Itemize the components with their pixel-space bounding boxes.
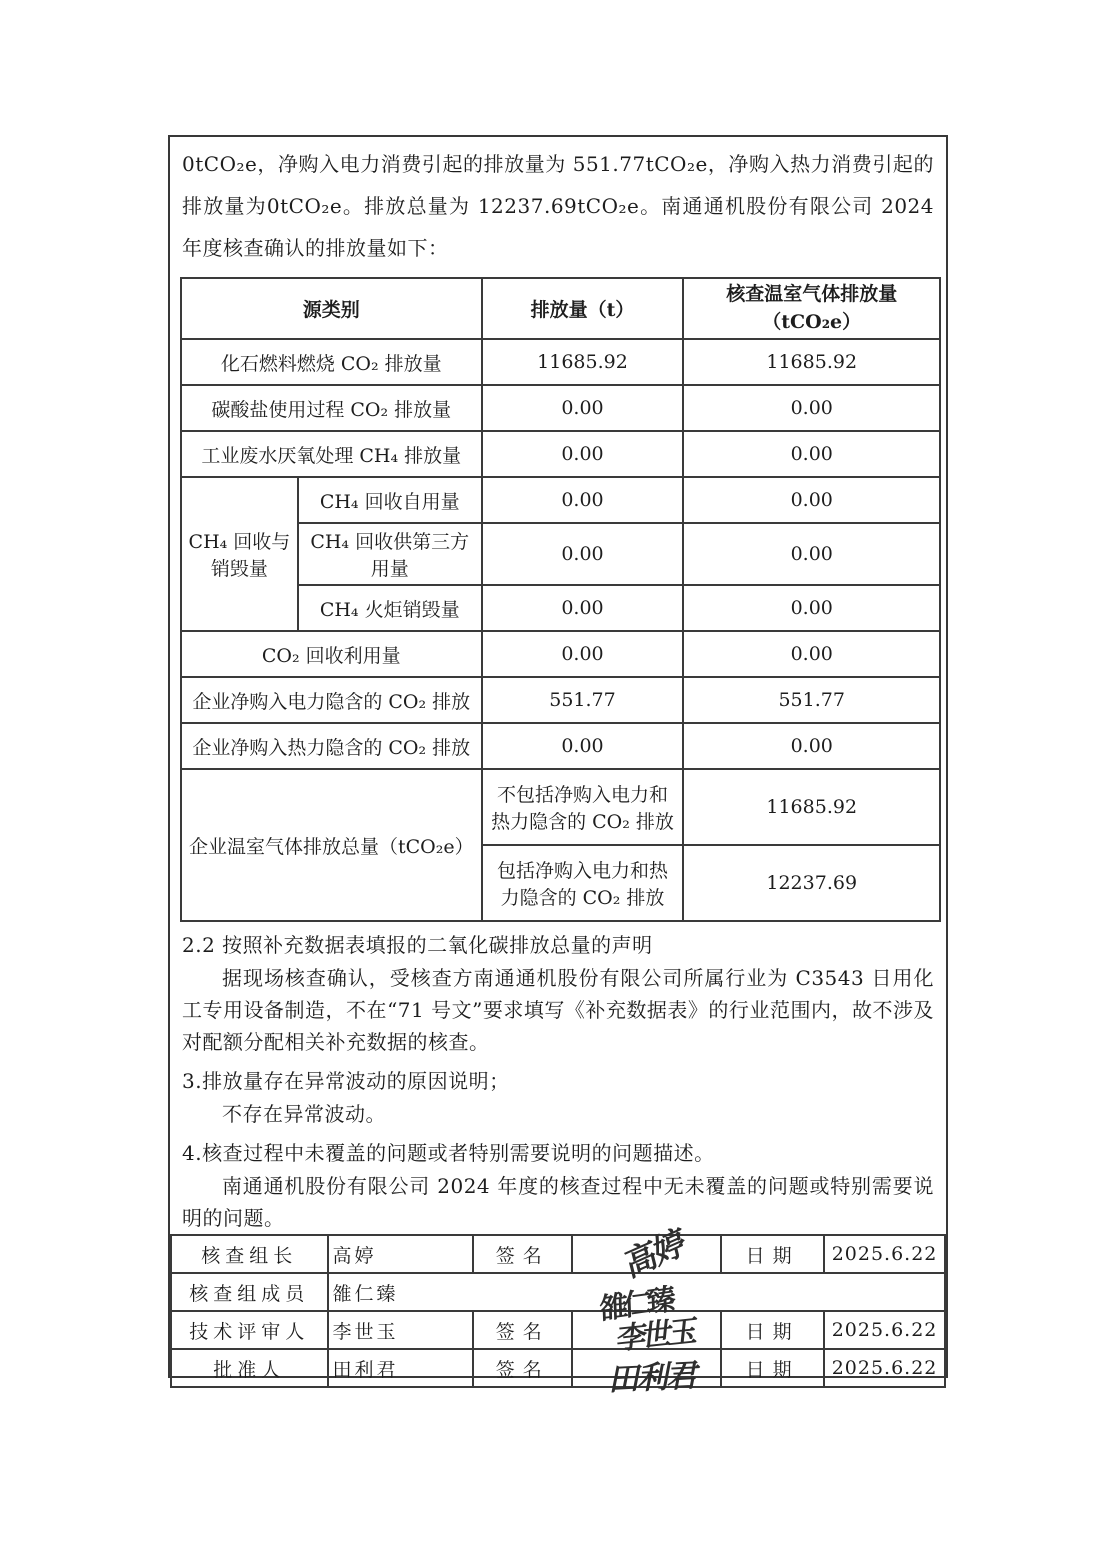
table-header-row xyxy=(181,278,940,339)
date-value: 2025.6.22 xyxy=(824,1349,945,1387)
role-label: 批准人 xyxy=(171,1349,328,1387)
ch4-group-label: CH₄ 回收与销毁量 xyxy=(181,477,298,631)
handwritten-signature: 高婷 xyxy=(621,1221,688,1286)
row-verified: 0.00 xyxy=(683,523,940,585)
row-verified: 551.77 xyxy=(683,677,940,723)
person-name: 高婷 xyxy=(328,1235,474,1273)
row-amount: 0.00 xyxy=(482,723,684,769)
table-row-fossil-fuel xyxy=(181,339,940,385)
date-label: 日期 xyxy=(721,1235,824,1273)
row-verified: 0.00 xyxy=(683,385,940,431)
table-row-heat xyxy=(181,723,940,769)
document-content-box xyxy=(168,135,948,1399)
row-label: 工业废水厌氧处理 CH₄ 排放量 xyxy=(181,431,482,477)
row-label: CO₂ 回收利用量 xyxy=(181,631,482,677)
signature-row-approver xyxy=(171,1349,945,1387)
intro-paragraph: 0tCO₂e，净购入电力消费引起的排放量为 551.77tCO₂e，净购入热力消费引起的排放量为0tCO₂e。排放总量为 12237.69tCO₂e。南通通机股份有限公司 2024 年度核查确认的排放量如下： xyxy=(182,152,934,260)
section-2-2-body: 据现场核查确认，受核查方南通通机股份有限公司所属行业为 C3543 日用化工专用设备制造，不在“71 号文”要求填写《补充数据表》的行业范围内，故不涉及对配额分配相关补充数据的核查。 xyxy=(182,966,934,1055)
role-label: 技术评审人 xyxy=(171,1311,328,1349)
row-value: 12237.69 xyxy=(683,845,940,921)
row-label: 包括净购入电力和热力隐含的 CO₂ 排放 xyxy=(482,845,684,921)
row-verified: 0.00 xyxy=(683,431,940,477)
row-verified: 11685.92 xyxy=(683,339,940,385)
row-verified: 0.00 xyxy=(683,723,940,769)
signature-cell xyxy=(572,1221,721,1286)
section-3-title: 3.排放量存在异常波动的原因说明； xyxy=(182,1069,510,1094)
row-amount: 11685.92 xyxy=(482,339,684,385)
date-value: 2025.6.22 xyxy=(824,1311,945,1349)
person-name: 田利君 xyxy=(328,1349,474,1387)
row-label: 化石燃料燃烧 CO₂ 排放量 xyxy=(181,339,482,385)
signature-table xyxy=(170,1221,946,1399)
row-label: 不包括净购入电力和热力隐含的 CO₂ 排放 xyxy=(482,769,684,845)
handwritten-signature: 田利君 xyxy=(607,1357,702,1399)
section-4-body: 南通通机股份有限公司 2024 年度的核查过程中无未覆盖的问题或特别需要说明的问题。 xyxy=(182,1174,934,1231)
table-row-carbonate xyxy=(181,385,940,431)
sign-label: 签名 xyxy=(473,1235,572,1273)
row-amount: 0.00 xyxy=(482,431,684,477)
role-label: 核查组长 xyxy=(171,1235,328,1273)
emission-summary-table xyxy=(180,277,941,922)
section-2-2-title: 2.2 按照补充数据表填报的二氧化碳排放总量的声明 xyxy=(182,933,653,958)
row-amount: 0.00 xyxy=(482,523,684,585)
row-label: 碳酸盐使用过程 CO₂ 排放量 xyxy=(181,385,482,431)
header-verified-line1: 核查温室气体排放量 xyxy=(726,283,898,305)
signature-row-team-leader xyxy=(171,1235,945,1273)
signature-row-technical-reviewer xyxy=(171,1311,945,1349)
handwritten-signature: 雒仁臻 xyxy=(599,1282,672,1327)
row-verified: 0.00 xyxy=(683,585,940,631)
handwritten-signature: 李世玉 xyxy=(615,1313,697,1358)
member-name-signature-cell xyxy=(328,1273,946,1327)
table-row-ch4-self-use xyxy=(181,477,940,523)
person-name: 李世玉 xyxy=(328,1311,474,1349)
date-label: 日期 xyxy=(721,1311,824,1349)
header-verified-line2: （tCO₂e） xyxy=(762,310,862,333)
row-verified: 0.00 xyxy=(683,631,940,677)
person-name: 雒仁臻 xyxy=(332,1282,399,1305)
row-amount: 0.00 xyxy=(482,585,684,631)
table-row-electricity xyxy=(181,677,940,723)
row-amount: 0.00 xyxy=(482,385,684,431)
header-source-category: 源类别 xyxy=(181,278,482,339)
row-amount: 0.00 xyxy=(482,631,684,677)
row-label: CH₄ 火炬销毁量 xyxy=(298,585,482,631)
signature-cell xyxy=(572,1311,721,1358)
sign-label: 签名 xyxy=(473,1311,572,1349)
row-value: 11685.92 xyxy=(683,769,940,845)
row-label: 企业净购入电力隐含的 CO₂ 排放 xyxy=(181,677,482,723)
date-value: 2025.6.22 xyxy=(824,1235,945,1273)
total-group-label: 企业温室气体排放总量（tCO₂e） xyxy=(181,769,482,921)
signature-cell xyxy=(572,1349,721,1399)
section-4-title: 4.核查过程中未覆盖的问题或者特别需要说明的问题描述。 xyxy=(182,1141,715,1166)
row-label: 企业净购入热力隐含的 CO₂ 排放 xyxy=(181,723,482,769)
row-label: CH₄ 回收供第三方用量 xyxy=(298,523,482,585)
row-verified: 0.00 xyxy=(683,477,940,523)
row-amount: 0.00 xyxy=(482,477,684,523)
table-row-wastewater-ch4 xyxy=(181,431,940,477)
row-amount: 551.77 xyxy=(482,677,684,723)
header-verified-emissions xyxy=(683,278,940,339)
header-emission-amount: 排放量（t） xyxy=(482,278,684,339)
date-label: 日期 xyxy=(721,1349,824,1387)
sign-label: 签名 xyxy=(473,1349,572,1387)
table-row-total-excluding xyxy=(181,769,940,845)
section-3-body: 不存在异常波动。 xyxy=(222,1102,386,1127)
signature-row-team-member xyxy=(171,1273,945,1311)
role-label: 核查组成员 xyxy=(171,1273,328,1311)
row-label: CH₄ 回收自用量 xyxy=(298,477,482,523)
table-row-co2-recovery xyxy=(181,631,940,677)
